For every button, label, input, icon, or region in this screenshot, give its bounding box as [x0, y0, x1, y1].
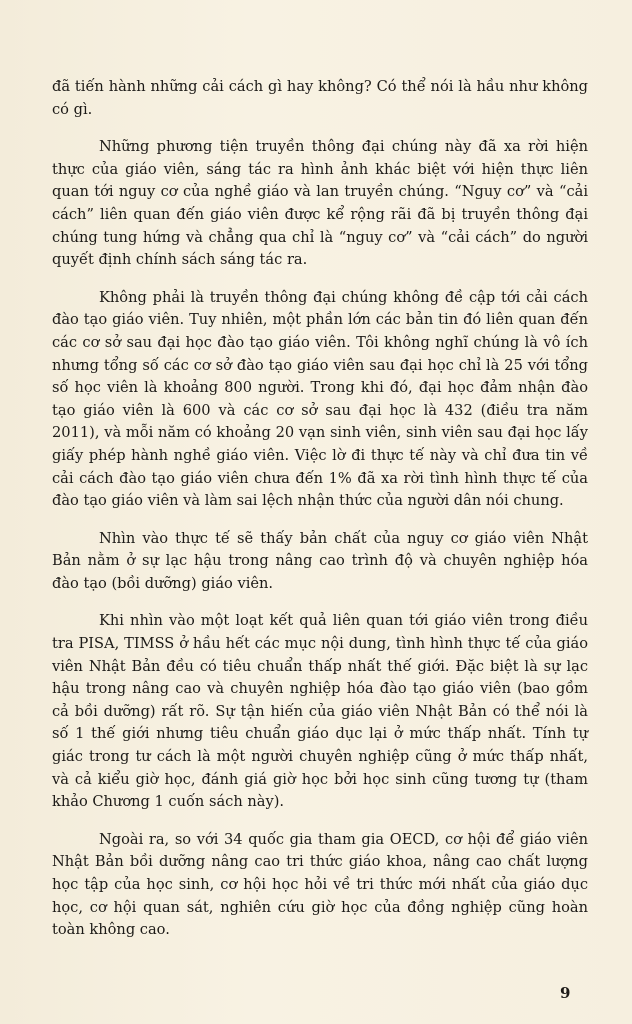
paragraph-5: Khi nhìn vào một loạt kết quả liên quan tới giáo viên trong điều tra PISA, TIMSS ở hầu hết các mục nội dung, tình hình thực tế của giáo viên Nhật Bản đều có tiêu chuẩn thấp nhất thế giới. Đặc biệt là sự lạc hậu trong nâng cao và chuyên nghiệp hóa đào tạo giáo viên (bao gồm cả bồi dưỡng) rất rõ. Sự tận hiến của giáo viên Nhật Bản có thể nói là số 1 thế giới nhưng tiêu chuẩn giáo dục lại ở mức thấp nhất. Tính tự giác trong tư cách là một người chuyên nghiệp cũng ở mức thấp nhất, và cả kiểu giờ học, đánh giá giờ học bởi học sinh cũng tương tự (tham khảo Chương 1 cuốn sách này).	[52, 612, 588, 811]
paragraph-4: Nhìn vào thực tế sẽ thấy bản chất của nguy cơ giáo viên Nhật Bản nằm ở sự lạc hậu trong nâng cao trình độ và chuyên nghiệp hóa đào tạo (bồi dưỡng) giáo viên.	[52, 529, 588, 592]
page-number: 9	[560, 984, 571, 1002]
paragraph-1: đã tiến hành những cải cách gì hay không? Có thể nói là hầu như không có gì.	[52, 78, 588, 118]
paragraph-3: Không phải là truyền thông đại chúng không đề cập tới cải cách đào tạo giáo viên. Tuy nhiên, một phần lớn các bản tin đó liên quan đến các cơ sở sau đại học đào tạo giáo viên. Tôi không nghĩ chúng là vô ích nhưng tổng số các cơ sở đào tạo giáo viên sau đại học chỉ là 25 với tổng số học viên là khoảng 800 người. Trong khi đó, đại học đảm nhận đào tạo giáo viên là 600 và các cơ sở sau đại học là 432 (điều tra năm 2011), và mỗi năm có khoảng 20 vạn sinh viên, sinh viên sau đại học lấy giấy phép hành nghề giáo viên. Việc lờ đi thực tế này và chỉ đưa tin về cải cách đào tạo giáo viên chưa đến 1% đã xa rời tình hình thực tế của đào tạo giáo viên và làm sai lệch nhận thức của người dân nói chung.	[52, 288, 588, 510]
paragraph-6: Ngoài ra, so với 34 quốc gia tham gia OECD, cơ hội để giáo viên Nhật Bản bồi dưỡng nâng cao tri thức giáo khoa, nâng cao chất lượng học tập của học sinh, cơ hội học hỏi về tri thức mới nhất của giáo dục học, cơ hội quan sát, nghiên cứu giờ học của đồng nghiệp cũng hoàn toàn không cao.	[52, 830, 588, 939]
body-text	[52, 76, 588, 957]
paragraph-2: Những phương tiện truyền thông đại chúng này đã xa rời hiện thực của giáo viên, sáng tác ra hình ảnh khác biệt với hiện thực liên quan tới nguy cơ của nghề giáo và lan truyền chúng. “Nguy cơ” và “cải cách” liên quan đến giáo viên được kể rộng rãi đã bị truyền thông đại chúng tung hứng và chẳng qua chỉ là “nguy cơ” và “cải cách” do người quyết định chính sách sáng tác ra.	[52, 138, 588, 269]
